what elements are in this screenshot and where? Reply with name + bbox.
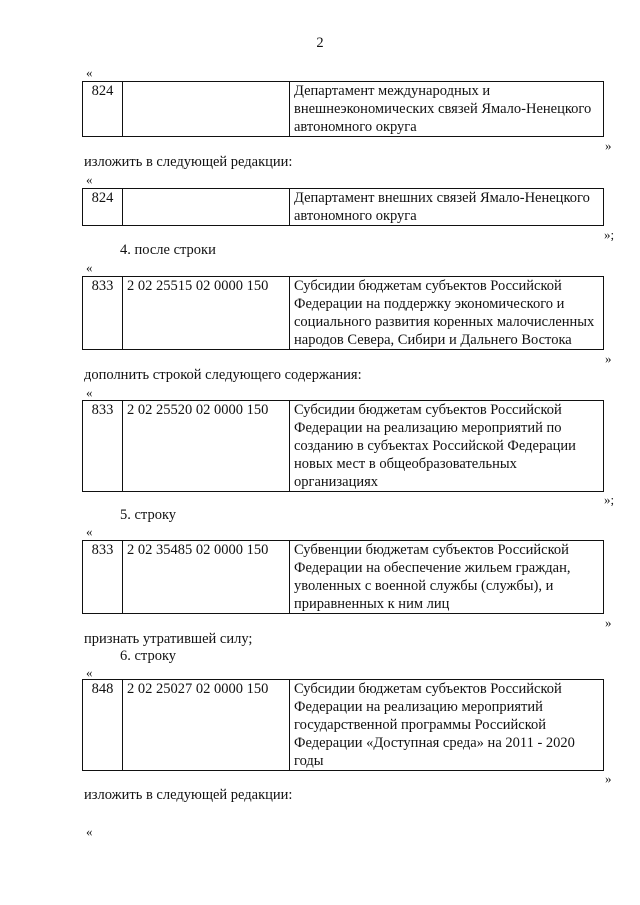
open-quote: « [86,172,93,187]
row-name [290,189,604,226]
row-kbk: 2 02 25027 02 0000 150 [123,680,290,771]
row-kbk: 2 02 25515 02 0000 150 [123,277,290,350]
open-quote: « [86,385,93,400]
table-row [82,679,604,771]
instruction-text: изложить в следующей редакции: [84,787,293,803]
row-name [290,541,604,614]
open-quote: « [86,824,93,839]
close-quote: » [605,138,612,153]
table-row [82,81,604,137]
row-name-line: народов Севера, Сибири и Дальнего Востока [294,332,572,348]
row-name-line: Федерации на обеспечение жильем граждан, [294,560,571,576]
row-code: 833 [83,277,123,350]
row-name-line: автономного округа [294,119,417,135]
table-row [82,400,604,492]
instruction-text: 5. строку [120,507,177,523]
row-name-line: социального развития коренных малочисленных [294,314,595,330]
row-name [290,680,604,771]
close-quote: » [605,615,612,630]
row-name-line: Субвенции бюджетам субъектов Российской [294,542,569,558]
row-name-line: созданию в субъектах Российской Федерации [294,438,576,454]
page-number: 2 [316,35,324,51]
row-name [290,82,604,137]
close-quote: » [605,351,612,366]
row-name-line: годы [294,753,324,769]
row-kbk [123,189,290,226]
row-code: 848 [83,680,123,771]
row-code: 833 [83,401,123,492]
row-name-line: Федерации на поддержку экономического и [294,296,565,312]
row-name-line: Субсидии бюджетам субъектов Российской [294,681,562,697]
close-quote: » [605,771,612,786]
row-name-line: Субсидии бюджетам субъектов Российской [294,402,562,418]
row-name-line: организациях [294,474,379,490]
instruction-text: 4. после строки [120,242,216,258]
instruction-text: изложить в следующей редакции: [84,154,293,170]
row-name-line: внешнеэкономических связей Ямало-Ненецкого [294,101,592,117]
row-name-line: Департамент внешних связей Ямало-Ненецкого [294,190,590,206]
instruction-text: 6. строку [120,648,177,664]
row-code: 824 [83,82,123,137]
row-name-line: Федерации на реализацию мероприятий [294,699,543,715]
instruction-text: дополнить строкой следующего содержания: [84,367,362,383]
row-name-line: приравненных к ним лиц [294,596,450,612]
row-kbk: 2 02 35485 02 0000 150 [123,541,290,614]
row-kbk [123,82,290,137]
row-name-line: государственной программы Российской [294,717,547,733]
table-row [82,188,604,226]
row-name [290,401,604,492]
close-quote: »; [604,227,615,242]
row-name-line: Федерации «Доступная среда» на 2011 - 2020 [294,735,575,751]
row-name-line: Федерации на реализацию мероприятий по [294,420,562,436]
row-code: 824 [83,189,123,226]
row-kbk: 2 02 25520 02 0000 150 [123,401,290,492]
open-quote: « [86,524,93,539]
instruction-text: признать утратившей силу; [84,631,253,647]
row-code: 833 [83,541,123,614]
open-quote: « [86,260,93,275]
row-name [290,277,604,350]
row-name-line: новых мест в общеобразовательных [294,456,517,472]
close-quote: »; [604,492,615,507]
table-row [82,276,604,350]
open-quote: « [86,65,93,80]
row-name-line: Субсидии бюджетам субъектов Российской [294,278,562,294]
row-name-line: Департамент международных и [294,83,491,99]
row-name-line: автономного округа [294,208,417,224]
table-row [82,540,604,614]
open-quote: « [86,665,93,680]
row-name-line: уволенных с военной службы (службы), и [294,578,554,594]
